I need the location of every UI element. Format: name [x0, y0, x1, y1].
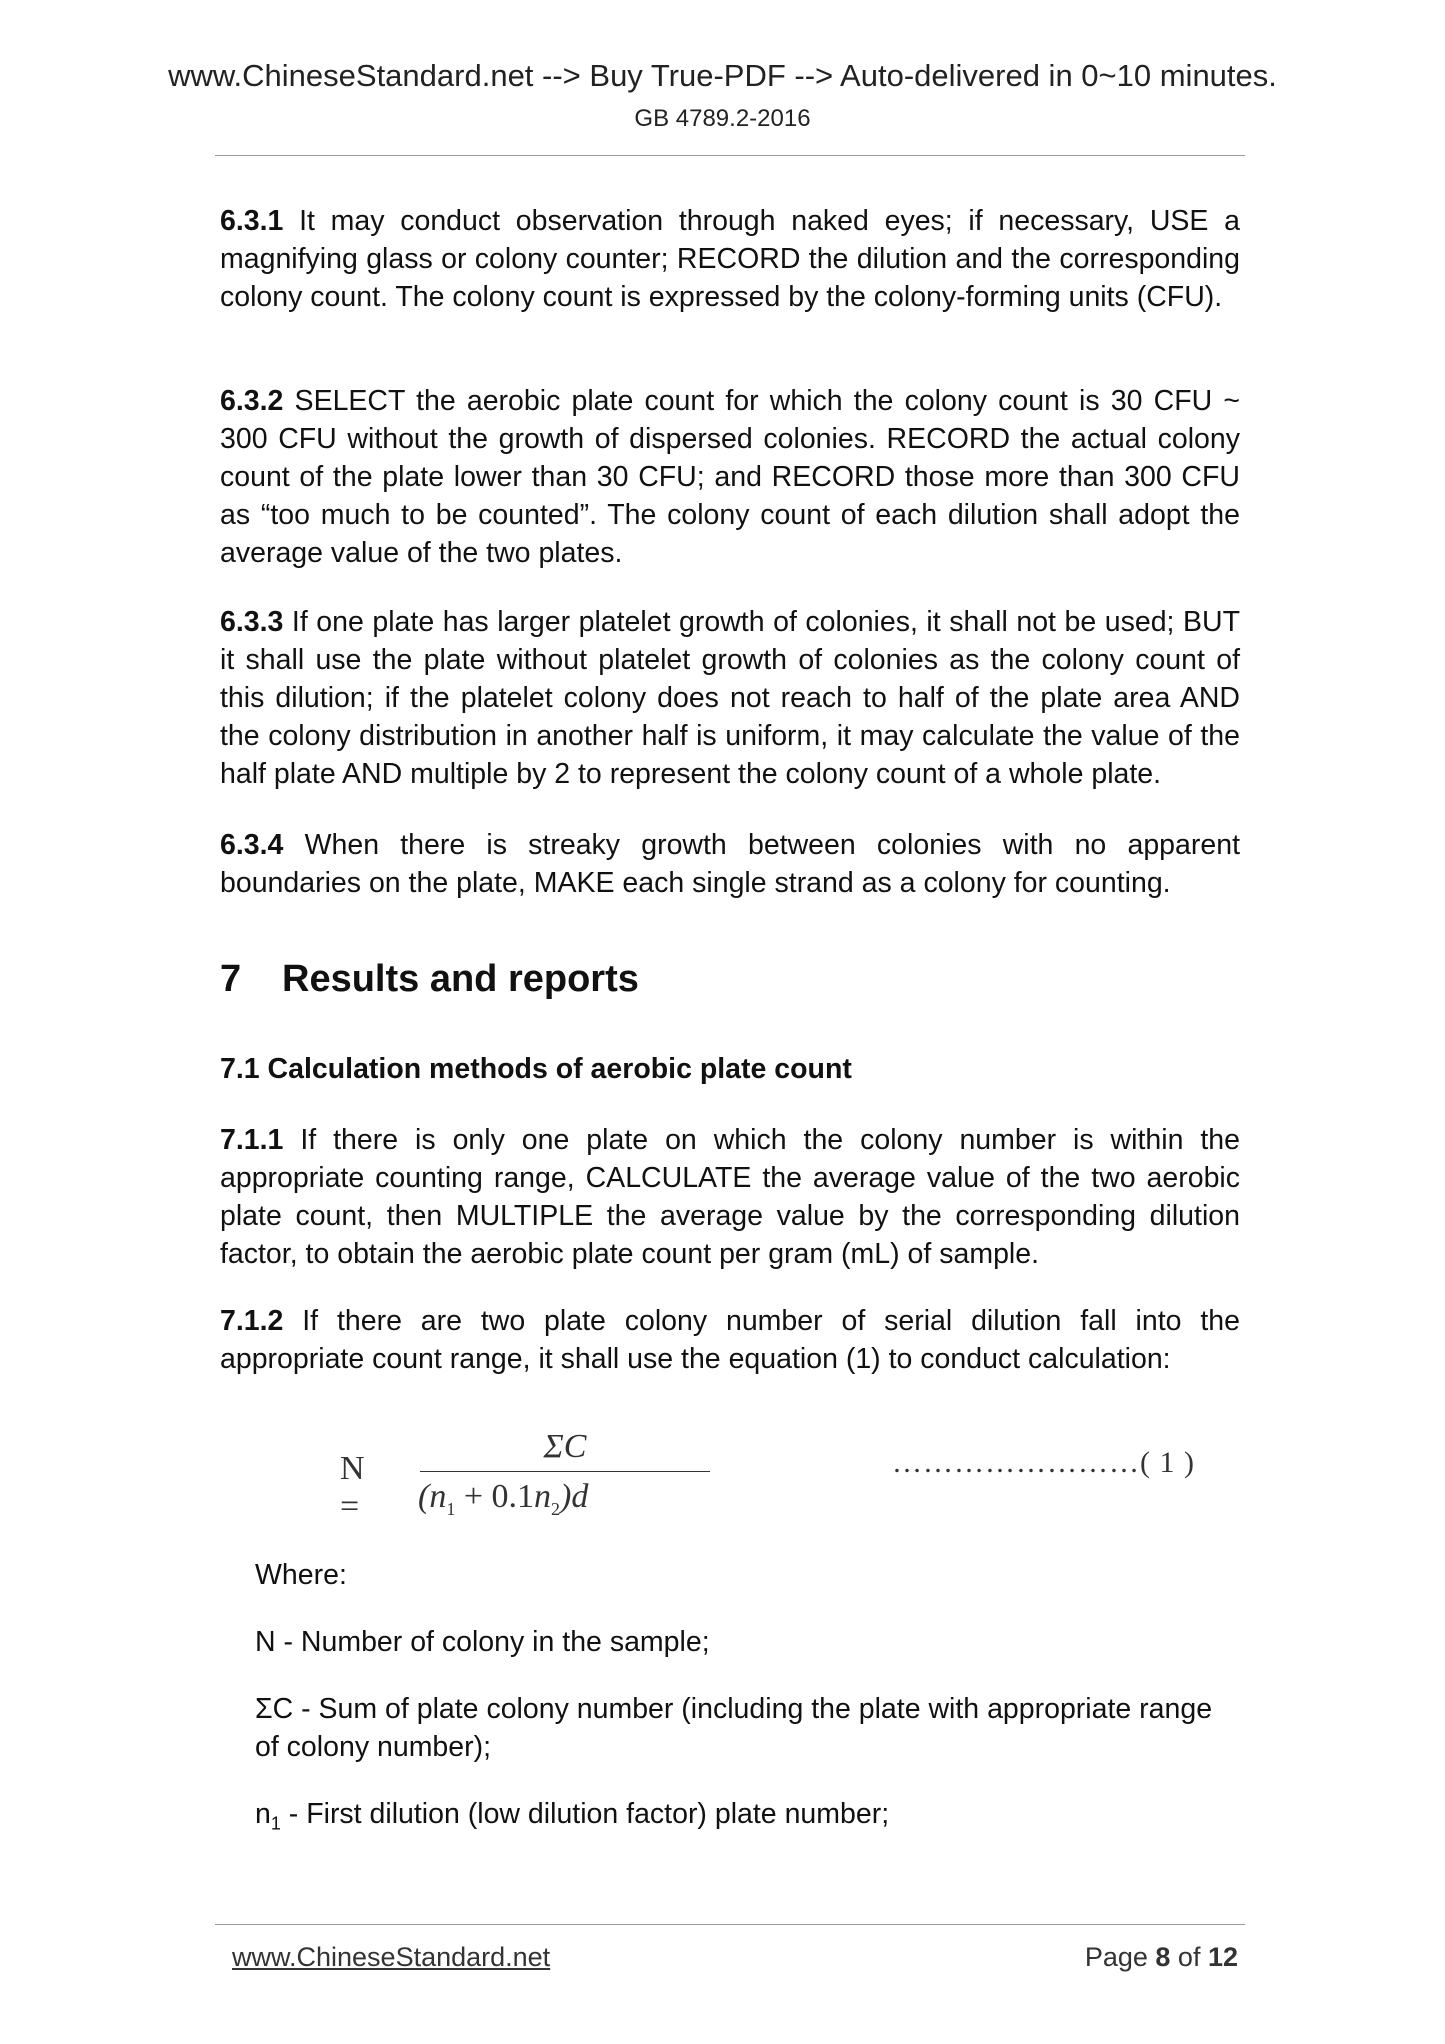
page-total: 12: [1207, 1942, 1238, 1972]
section-text: If there are two plate colony number of serial dilution fall into the appropriate count range, it shall use the equation (1) to conduct calculation:: [220, 1305, 1240, 1375]
definition-n1: $n_1$ - First dilution (low dilution factor) plate number;: [255, 1798, 890, 1834]
heading-title: Results and reports: [282, 958, 639, 1000]
header-site-line: www.ChineseStandard.net --> Buy True-PDF --> Auto-delivered in 0~10 minutes.: [168, 58, 1277, 93]
heading-number: 7: [220, 958, 242, 1000]
footer-rule: [215, 1924, 1245, 1925]
equation-numerator: ΣC: [543, 1428, 587, 1465]
section-text: It may conduct observation through naked eyes; if necessary, USE a magnifying glass or colony counter; RECORD the dilution and the corresponding colony count. The colony count is expressed by the colony-forming units (CFU).: [220, 205, 1240, 313]
section-text: If there is only one plate on which the colony number is within the appropriate counting range, CALCULATE the average value of the two aerobic plate count, then MULTIPLE the average value by the corresponding dilution factor, to obtain the aerobic plate count per gram (mL) of sample.: [220, 1124, 1240, 1270]
header-rule: [215, 155, 1245, 156]
section-text: If one plate has larger platelet growth of colonies, it shall not be used; BUT it shall use the plate without platelet growth of colonies as the colony count of this dilution; if the platelet colony does not reach to half of the plate area AND the colony distribution in another half is uniform, it may calculate the value of the half plate AND multiple by 2 to represent the colony count of a whole plate.: [220, 606, 1240, 790]
section-number: 6.3.3: [220, 606, 284, 638]
section-text: SELECT the aerobic plate count for which the colony count is 30 CFU ~ 300 CFU without the growth of dispersed colonies. RECORD the actual colony count of the plate lower than 30 CFU; and RECORD those more than 300 CFU as “too much to be counted”. The colony count of each dilution shall adopt the average value of the two plates.: [220, 385, 1240, 569]
section-7-1-1: [220, 1121, 1240, 1273]
section-number: 7.1.2: [220, 1305, 284, 1337]
definition-n: N - Number of colony in the sample;: [255, 1626, 710, 1658]
equation-denominator: $(n_1 + 0.1n_2)d$: [418, 1478, 589, 1519]
equation-lhs: N =: [340, 1450, 365, 1525]
section-6-3-1: [220, 202, 1240, 316]
section-6-3-2: [220, 382, 1240, 572]
section-number: 6.3.2: [220, 385, 284, 417]
section-6-3-4: [220, 826, 1240, 902]
footer-page-indicator: Page 8 of 12: [1084, 1942, 1238, 1972]
heading-section-7: [220, 958, 639, 1001]
header-standard-id: GB 4789.2-2016: [634, 105, 811, 132]
section-6-3-3: [220, 603, 1240, 793]
heading-section-7-1: 7.1 Calculation methods of aerobic plate count: [220, 1053, 852, 1085]
footer-site-link[interactable]: www.ChineseStandard.net: [232, 1942, 551, 1972]
fraction-bar: [420, 1471, 710, 1472]
page-number: 8: [1155, 1942, 1171, 1972]
section-text: When there is streaky growth between colonies with no apparent boundaries on the plate, MAKE each single strand as a colony for counting.: [220, 829, 1240, 899]
section-7-1-2: [220, 1302, 1240, 1378]
section-number: 6.3.4: [220, 829, 284, 861]
definition-sum-c: ΣC - Sum of plate colony number (including the plate with appropriate range of colony number);: [255, 1693, 1213, 1763]
section-number: 6.3.1: [220, 205, 284, 237]
section-number: 7.1.1: [220, 1124, 284, 1156]
equation-number: ……………………( 1 ): [892, 1446, 1195, 1479]
where-label: Where:: [255, 1559, 347, 1591]
